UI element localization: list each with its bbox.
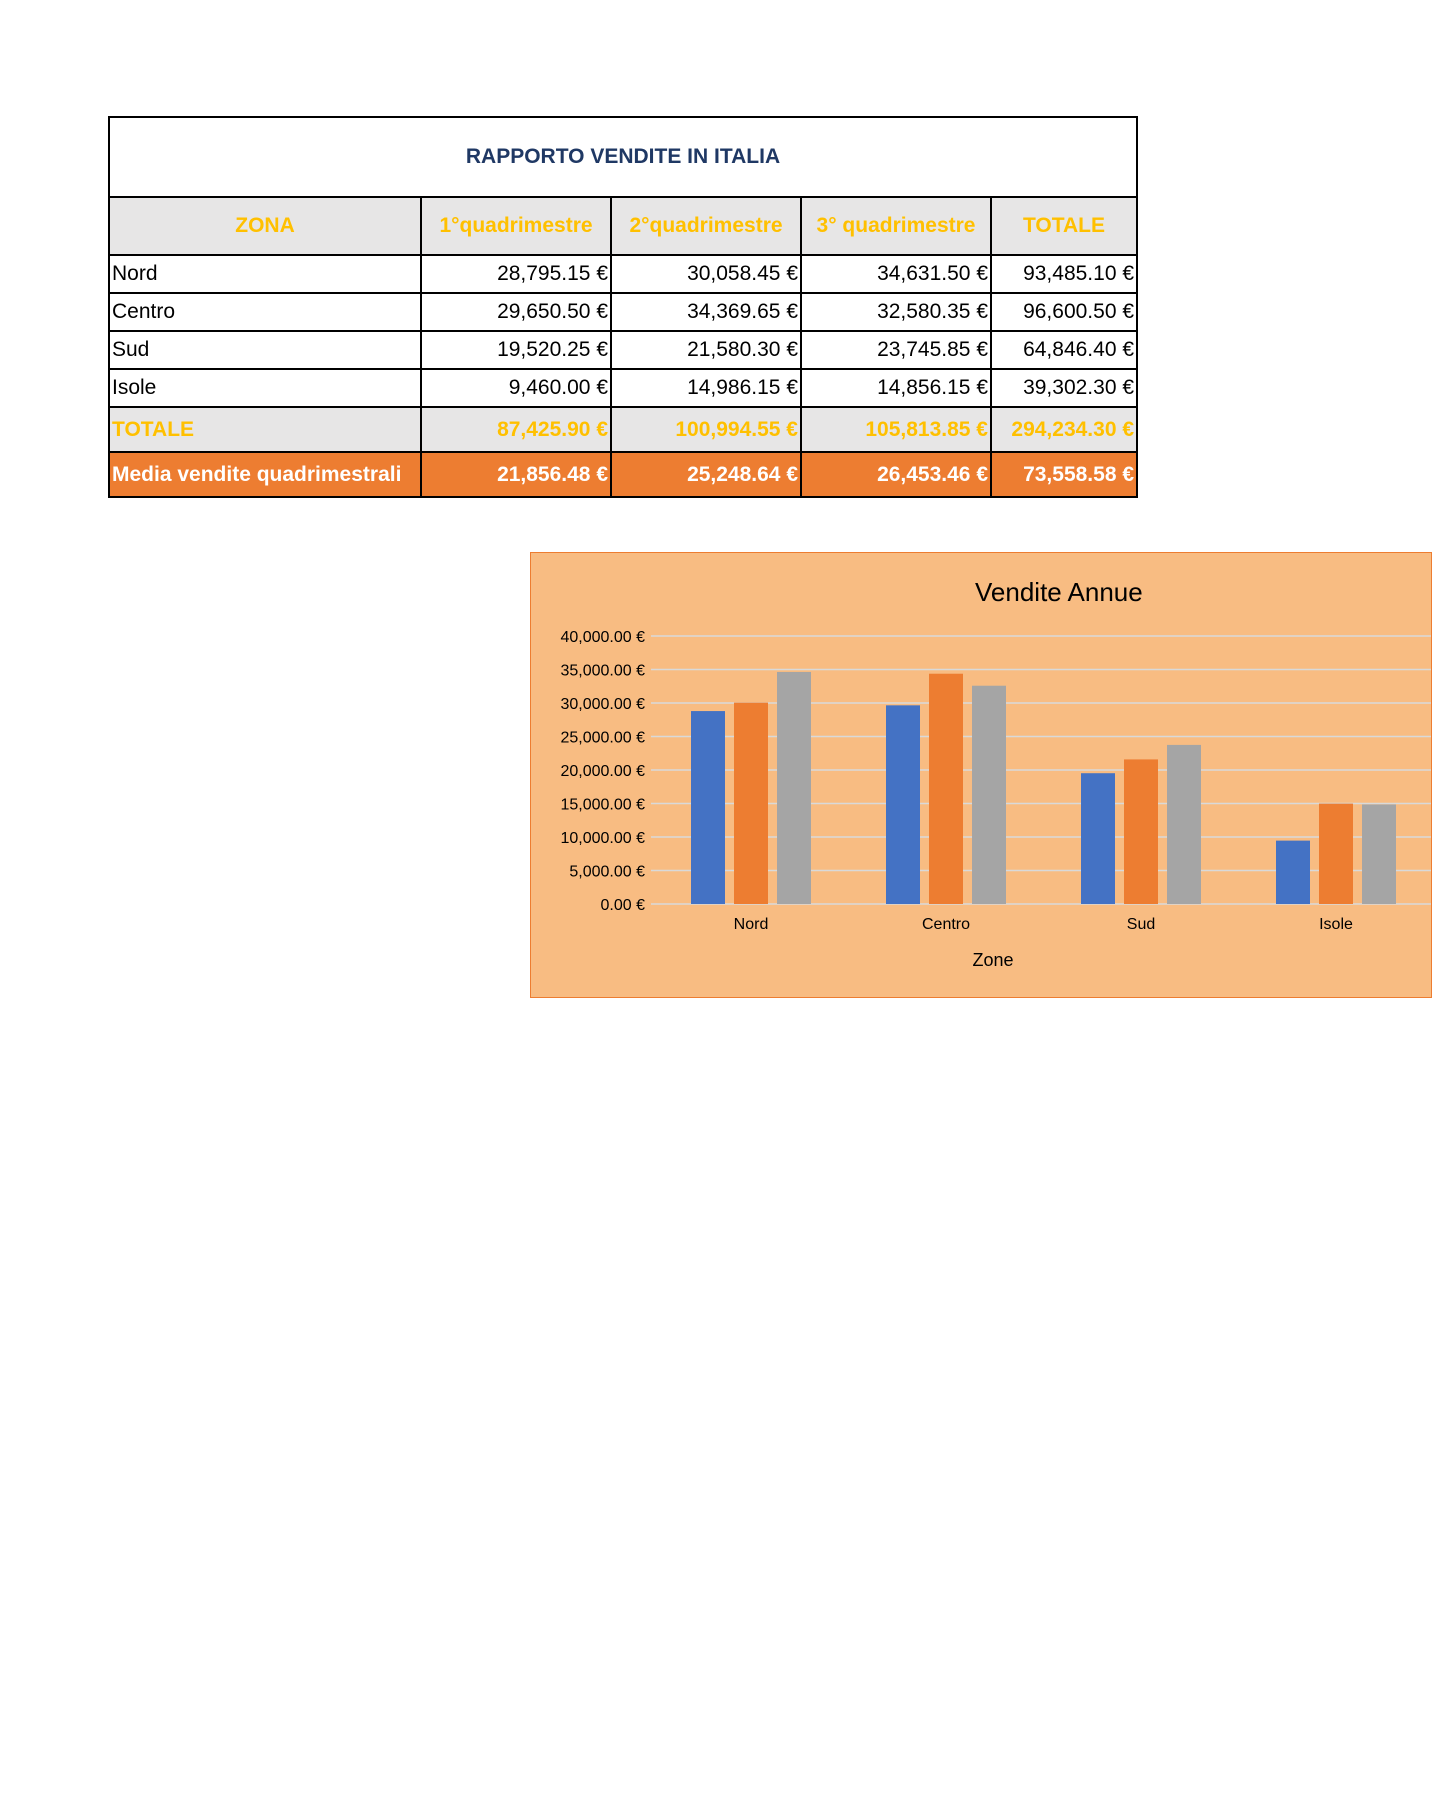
average-q2[interactable]: 25,248.64 € — [611, 452, 801, 497]
cell-q2[interactable]: 30,058.45 € — [611, 255, 801, 293]
x-axis-label: Zone — [972, 950, 1014, 970]
cell-q2[interactable]: 14,986.15 € — [611, 369, 801, 407]
sales-report-sheet — [108, 116, 1136, 498]
x-tick-label: Isole — [1319, 916, 1353, 933]
bar — [734, 703, 768, 904]
report-title: RAPPORTO VENDITE IN ITALIA — [109, 117, 1137, 197]
cell-zona[interactable]: Nord — [109, 255, 421, 293]
header-row — [109, 197, 1137, 255]
bar — [886, 705, 920, 904]
total-label[interactable]: TOTALE — [109, 407, 421, 452]
x-tick-label: Sud — [1126, 916, 1156, 933]
cell-q1[interactable]: 9,460.00 € — [421, 369, 611, 407]
cell-zona[interactable]: Centro — [109, 293, 421, 331]
bar — [1276, 841, 1310, 904]
sales-chart[interactable] — [530, 552, 1432, 998]
cell-totale[interactable]: 96,600.50 € — [991, 293, 1137, 331]
bar — [1124, 759, 1158, 904]
cell-q2[interactable]: 21,580.30 € — [611, 331, 801, 369]
x-tick-label: Nord — [733, 916, 769, 933]
y-tick-label: 0.00 € — [600, 897, 645, 914]
table-row — [109, 255, 1137, 293]
bar — [1362, 804, 1396, 904]
total-q2[interactable]: 100,994.55 € — [611, 407, 801, 452]
average-label[interactable]: Media vendite quadrimestrali — [109, 452, 421, 497]
y-tick-label: 20,000.00 € — [560, 763, 645, 780]
chart-viewport — [530, 552, 1353, 998]
header-q2[interactable]: 2°quadrimestre — [611, 197, 801, 255]
table-row — [109, 293, 1137, 331]
total-q3[interactable]: 105,813.85 € — [801, 407, 991, 452]
chart-title: Vendite Annue — [975, 577, 1143, 607]
header-zona[interactable]: ZONA — [109, 197, 421, 255]
cell-zona[interactable]: Sud — [109, 331, 421, 369]
y-tick-label: 15,000.00 € — [560, 796, 645, 814]
y-tick-label: 10,000.00 € — [560, 830, 645, 847]
total-totale[interactable]: 294,234.30 € — [991, 407, 1137, 452]
cell-totale[interactable]: 64,846.40 € — [991, 331, 1137, 369]
cell-q3[interactable]: 23,745.85 € — [801, 331, 991, 369]
cell-q3[interactable]: 34,631.50 € — [801, 255, 991, 293]
y-tick-label: 30,000.00 € — [560, 696, 645, 713]
cell-q2[interactable]: 34,369.65 € — [611, 293, 801, 331]
bar — [929, 674, 963, 904]
y-tick-label: 5,000.00 € — [569, 863, 645, 881]
sales-report-table — [108, 116, 1138, 498]
cell-totale[interactable]: 93,485.10 € — [991, 255, 1137, 293]
bar — [1167, 745, 1201, 904]
y-tick-label: 35,000.00 € — [560, 662, 645, 680]
cell-zona[interactable]: Isole — [109, 369, 421, 407]
cell-q3[interactable]: 32,580.35 € — [801, 293, 991, 331]
total-row — [109, 407, 1137, 452]
average-totale[interactable]: 73,558.58 € — [991, 452, 1137, 497]
header-q3[interactable]: 3° quadrimestre — [801, 197, 991, 255]
y-tick-label: 25,000.00 € — [560, 729, 645, 747]
x-tick-label: Centro — [921, 916, 971, 933]
cell-q1[interactable]: 19,520.25 € — [421, 331, 611, 369]
chart-plot — [531, 553, 1431, 997]
cell-totale[interactable]: 39,302.30 € — [991, 369, 1137, 407]
average-row — [109, 452, 1137, 497]
header-q1[interactable]: 1°quadrimestre — [421, 197, 611, 255]
cell-q1[interactable]: 28,795.15 € — [421, 255, 611, 293]
table-row — [109, 331, 1137, 369]
cell-q1[interactable]: 29,650.50 € — [421, 293, 611, 331]
cell-q3[interactable]: 14,856.15 € — [801, 369, 991, 407]
average-q3[interactable]: 26,453.46 € — [801, 452, 991, 497]
bar — [1081, 773, 1115, 904]
bar — [691, 711, 725, 904]
average-q1[interactable]: 21,856.48 € — [421, 452, 611, 497]
bar — [972, 686, 1006, 904]
y-tick-label: 40,000.00 € — [560, 629, 645, 646]
bar — [1319, 804, 1353, 904]
table-row — [109, 369, 1137, 407]
header-totale[interactable]: TOTALE — [991, 197, 1137, 255]
bar — [777, 672, 811, 904]
total-q1[interactable]: 87,425.90 € — [421, 407, 611, 452]
